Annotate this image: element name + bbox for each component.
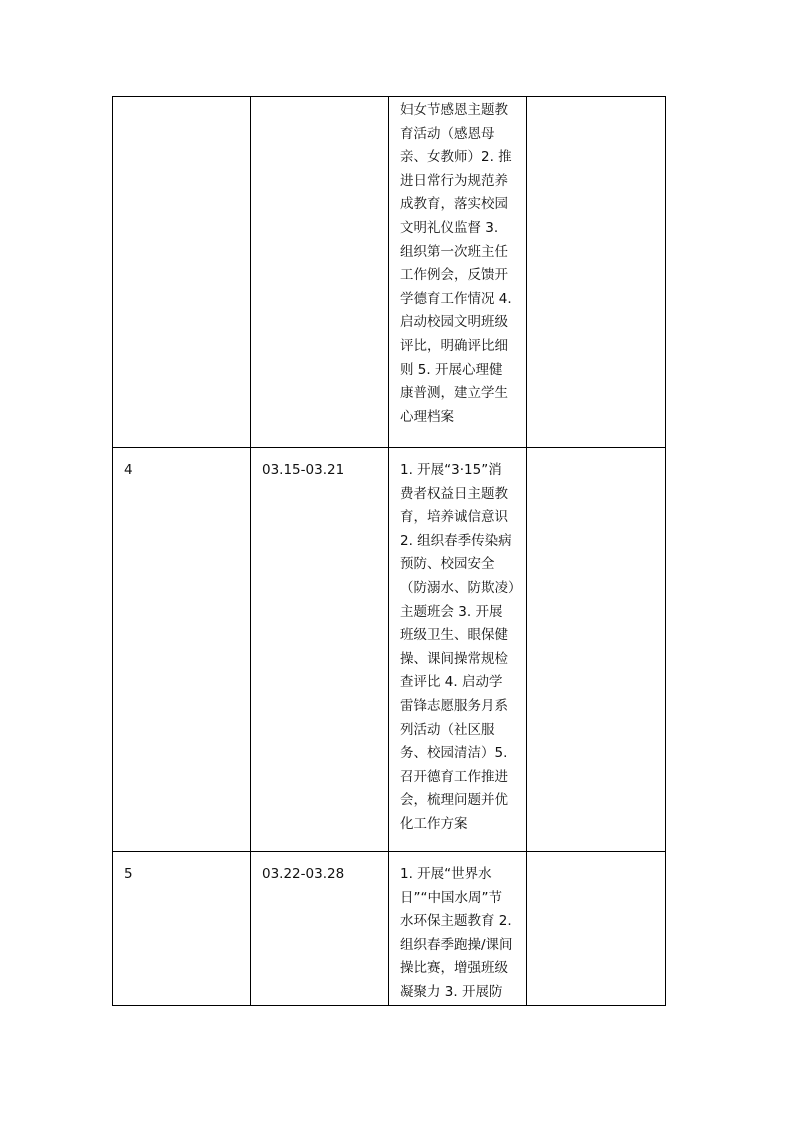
note-cell xyxy=(527,97,666,448)
week-cell: 5 xyxy=(113,852,251,1006)
note-cell xyxy=(527,448,666,852)
date-range-cell: 03.15-03.21 xyxy=(251,448,389,852)
table-row xyxy=(113,852,666,1006)
date-range-cell: 03.22-03.28 xyxy=(251,852,389,1006)
table-row xyxy=(113,448,666,852)
week-cell xyxy=(113,97,251,448)
activity-content-cell: 妇女节感恩主题教育活动（感恩母亲、女教师）2. 推进日常行为规范养成教育，落实校园文明礼仪监督 3. 组织第一次班主任工作例会，反馈开学德育工作情况 4. 启动校园文明班级评比，明确评比细则 5. 开展心理健康普测，建立学生心理档案 xyxy=(389,97,527,448)
date-range-cell xyxy=(251,97,389,448)
note-cell xyxy=(527,852,666,1006)
week-cell: 4 xyxy=(113,448,251,852)
activity-content-cell: 1. 开展“世界水日”“中国水周”节水环保主题教育 2. 组织春季跑操/课间操比赛，增强班级凝聚力 3. 开展防 xyxy=(389,852,527,1006)
table-row xyxy=(113,97,666,448)
schedule-table xyxy=(112,96,666,1006)
activity-content-cell: 1. 开展“3·15”消费者权益日主题教育，培养诚信意识 2. 组织春季传染病预防、校园安全（防溺水、防欺凌）主题班会 3. 开展班级卫生、眼保健操、课间操常规检查评比 4. 启动学雷锋志愿服务月系列活动（社区服务、校园清洁）5. 召开德育工作推进会，梳理问题并优化工作方案 xyxy=(389,448,527,852)
